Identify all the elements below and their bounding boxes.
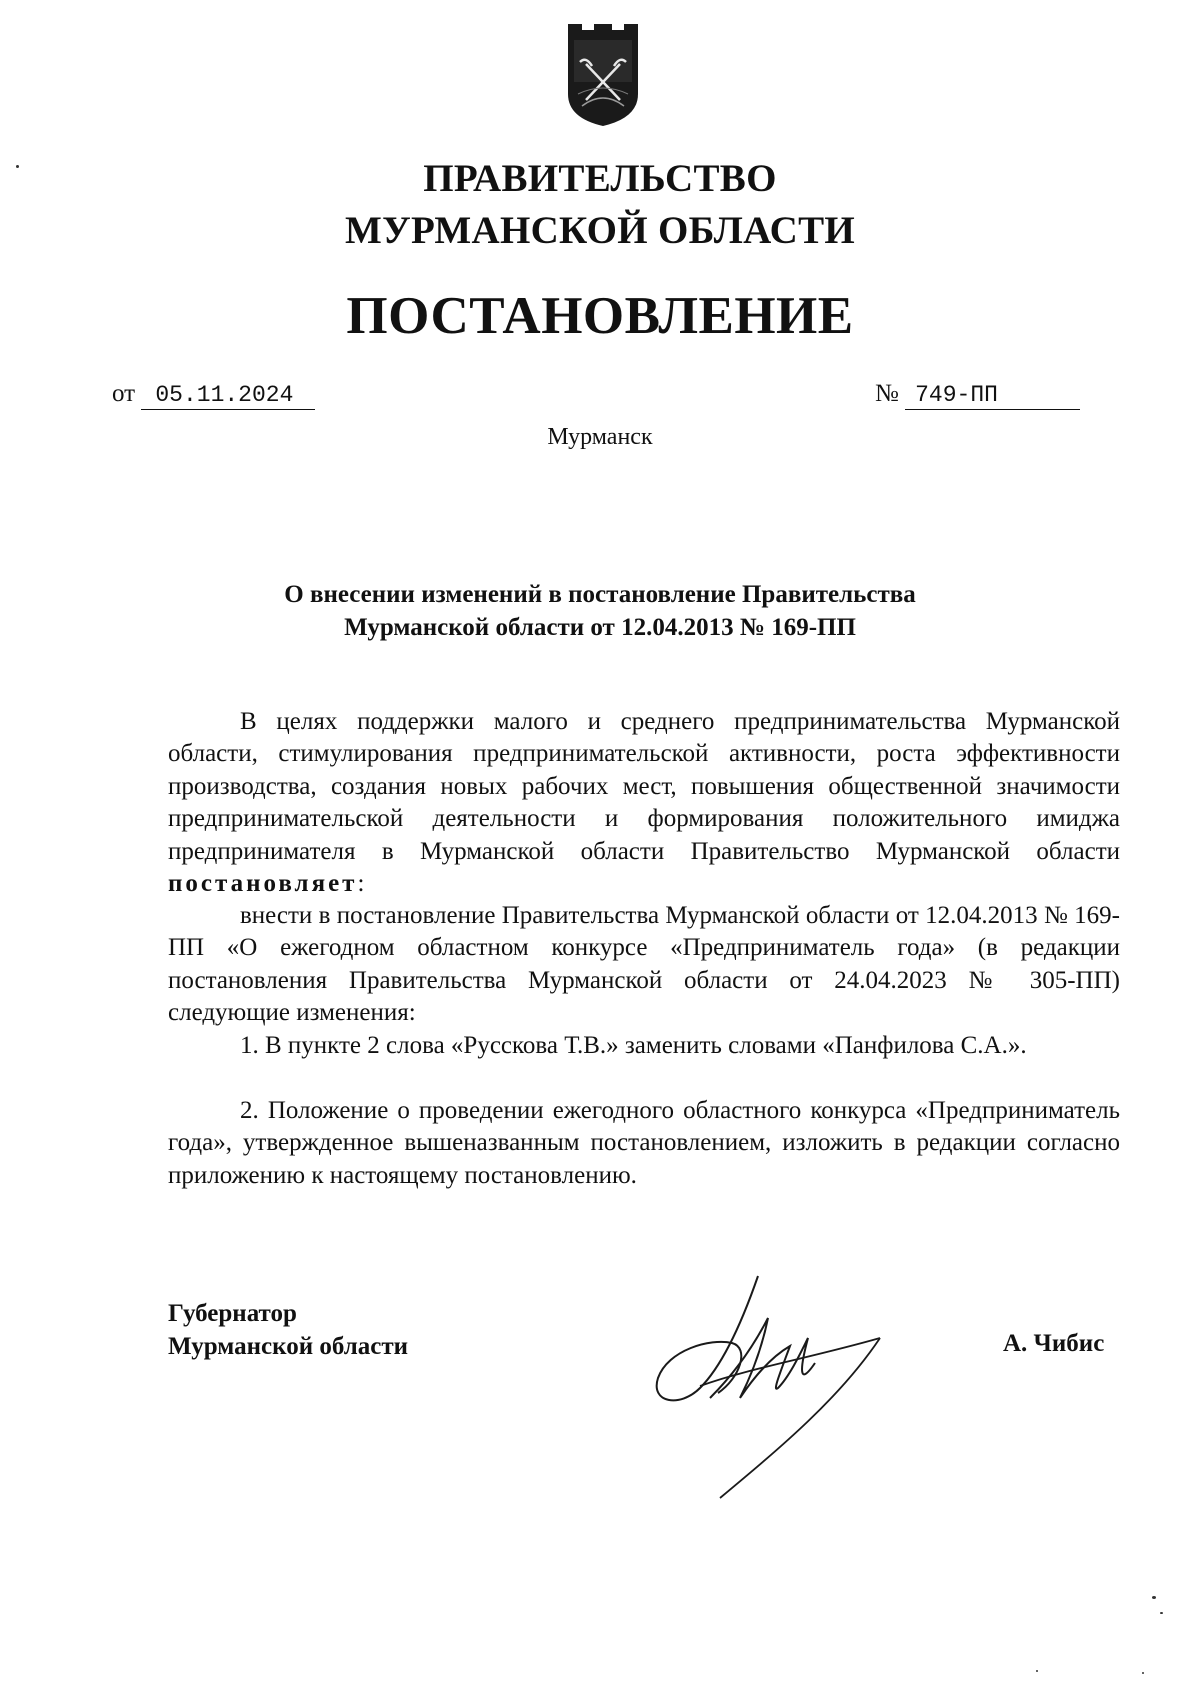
coat-of-arms-icon [560,22,646,128]
scan-speck [16,165,19,168]
date-row [112,380,315,410]
body-paragraph-2 [168,900,1120,1030]
city-name: Мурманск [547,424,653,450]
handwritten-signature [640,1258,910,1508]
document-number: 749-ПП [905,381,1080,410]
body-paragraph-4 [168,1095,1120,1192]
amendment-intro-paragraph: внести в постановление Правительства Мурманской области от 12.04.2013 № 169-ПП «О ежегодном областном конкурсе «Предприниматель года» (в редакции постановления Правительства Мурманской области от 24.04.2023 № 305-ПП) следующие изменения: [168,902,1120,1027]
signatory-title-line2: Мурманской области [168,1333,409,1360]
subject-line2: Мурманской области от 12.04.2013 № 169-ПП [344,614,856,641]
preamble-text: В целях поддержки малого и среднего предпринимательства Мурманской области, стимулирования предпринимательской активности, роста эффективности производства, создания новых рабочих мест, повышения общественной значимости предпринимательской деятельности и формирования положительного имиджа предпринимателя в Мурманской области Правительство Мурманской области [168,708,1120,865]
body-paragraph-3 [168,1030,1120,1062]
preamble-end: : [357,870,365,898]
signatory-name: А. Чибис [1003,1330,1105,1357]
body-paragraph-1 [168,706,1120,900]
document-type-title: ПОСТАНОВЛЕНИЕ [346,287,854,345]
organization-name-line2: МУРМАНСКОЙ ОБЛАСТИ [344,209,856,252]
subject-line1: О внесении изменений в постановление Правительства [284,581,916,608]
number-prefix: № [875,380,899,407]
amendment-item-1: 1. В пункте 2 слова «Русскова Т.В.» заменить словами «Панфилова С.А.». [240,1032,1027,1059]
signatory-title [168,1297,408,1363]
organization-name-line1: ПРАВИТЕЛЬСТВО [423,157,777,200]
scan-speck [1142,1672,1144,1674]
date-prefix: от [112,380,136,407]
scan-speck [1152,1596,1156,1599]
scan-speck [1036,1670,1038,1672]
resolves-word: постановляет [168,870,358,898]
signatory-title-line1: Губернатор [168,1300,297,1327]
preamble-paragraph [168,706,1120,900]
document-date: 05.11.2024 [141,381,315,410]
amendment-item-2: 2. Положение о проведении ежегодного областного конкурса «Предприниматель года», утвержденное вышеназванным постановлением, изложить в редакции согласно приложению к настоящему постановлению. [168,1097,1120,1189]
scan-speck [1160,1612,1163,1614]
number-row [875,380,1080,410]
